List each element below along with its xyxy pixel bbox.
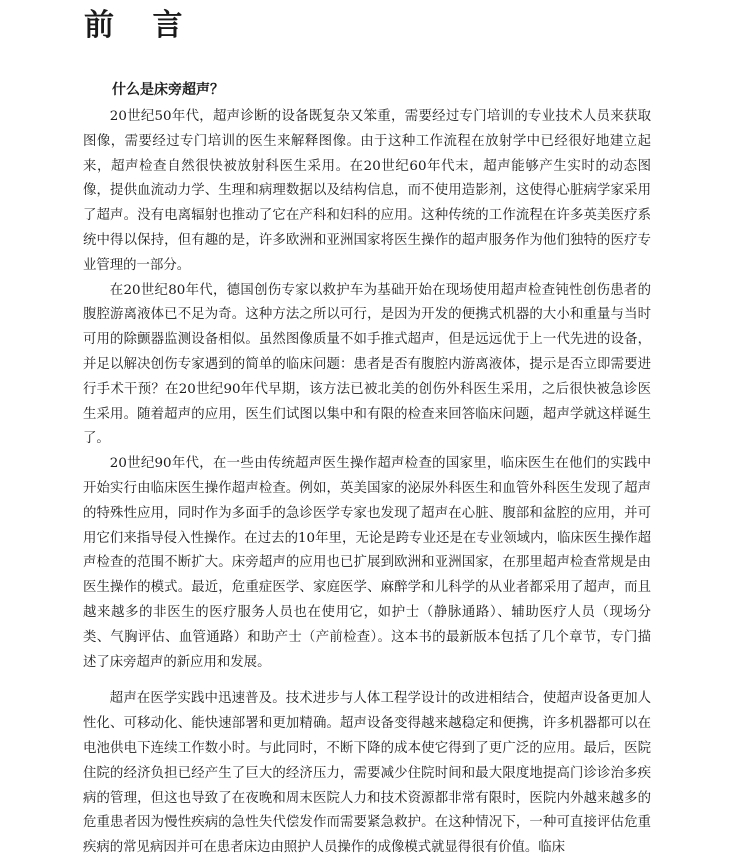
paragraph-3: 20世纪90年代，在一些由传统超声医生操作超声检查的国家里，临床医生在他们的实践中开始实行由临床医生操作超声检查。例如，英美国家的泌尿外科医生和血管外科医生发现了超声的特殊性应用，同时作为多面手的急诊医学专家也发现了超声在心脏、腹部和盆腔的应用，并可用它们来指导侵入性操作。在过去的10年里，无论是跨专业还是在专业领域内，临床医生操作超声检查的范围不断扩大。床旁超声的应用也已扩展到欧洲和亚洲国家，在那里超声检查常规是由医生操作的模式。最近，危重症医学、家庭医学、麻醉学和儿科学的从业者都采用了超声，而且越来越多的非医生的医疗服务人员也在使用它，如护士（静脉通路）、辅助医疗人员（现场分类、气胸评估、血管通路）和助产士（产前检查）。这本书的最新版本包括了几个章节，专门描述了床旁超声的新应用和发展。 — [83, 456, 651, 670]
page-title: 前 言 — [84, 8, 197, 43]
paragraph-2: 在20世纪80年代，德国创伤专家以救护车为基础开始在现场使用超声检查钝性创伤患者的腹腔游离液体已不足为奇。这种方法之所以可行，是因为开发的便携式机器的大小和重量与当时可用的除颤器监测设备相似。虽然图像质量不如手推式超声，但是远远优于上一代先进的设备，并足以解决创伤专家遇到的简单的临床问题：患者是否有腹腔内游离液体，提示是否立即需要进行手术干预？在20世纪90年代早期，该方法已被北美的创伤外科医生采用，之后很快被急诊医生采用。随着超声的应用，医生们试图以集中和有限的检查来回答临床问题，超声学就这样诞生了。 — [83, 282, 651, 447]
preface-section — [83, 78, 651, 861]
section-heading: 什么是床旁超声？ — [112, 82, 224, 98]
paragraph-1: 20世纪50年代，超声诊断的设备既复杂又笨重，需要经过专门培训的专业技术人员来获取图像，需要经过专门培训的医生来解释图像。由于这种工作流程在放射学中已经很好地建立起来，超声检查自然很快被放射科医生采用。在20世纪60年代末，超声能够产生实时的动态图像，提供血流动力学、生理和病理数据以及结构信息，而不使用造影剂，这使得心脏病学家采用了超声。没有电离辐射也推动了它在产科和妇科的应用。这种传统的工作流程在许多英美医疗系统中得以保持，但有趣的是，许多欧洲和亚洲国家将医生操作的超声服务作为他们独特的医疗专业管理的一部分。 — [83, 109, 651, 273]
paragraph-4: 超声在医学实践中迅速普及。技术进步与人体工程学设计的改进相结合，使超声设备更加人性化、可移动化、能快速部署和更加精确。超声设备变得越来越稳定和便携，许多机器都可以在电池供电下连续工作数小时。与此同时，不断下降的成本使它得到了更广泛的应用。最后，医院住院的经济负担已经产生了巨大的经济压力，需要减少住院时间和最大限度地提高门诊诊治多疾病的管理，但这也导致了在夜晚和周末医院人力和技术资源都非常有限时，医院内外越来越多的危重患者因为慢性疾病的急性失代偿发作而需要紧急救护。在这种情况下，一种可直接评估危重疾病的常见病因并可在患者床边由照护人员操作的成像模式就显得很有价值。临床 — [83, 691, 651, 856]
